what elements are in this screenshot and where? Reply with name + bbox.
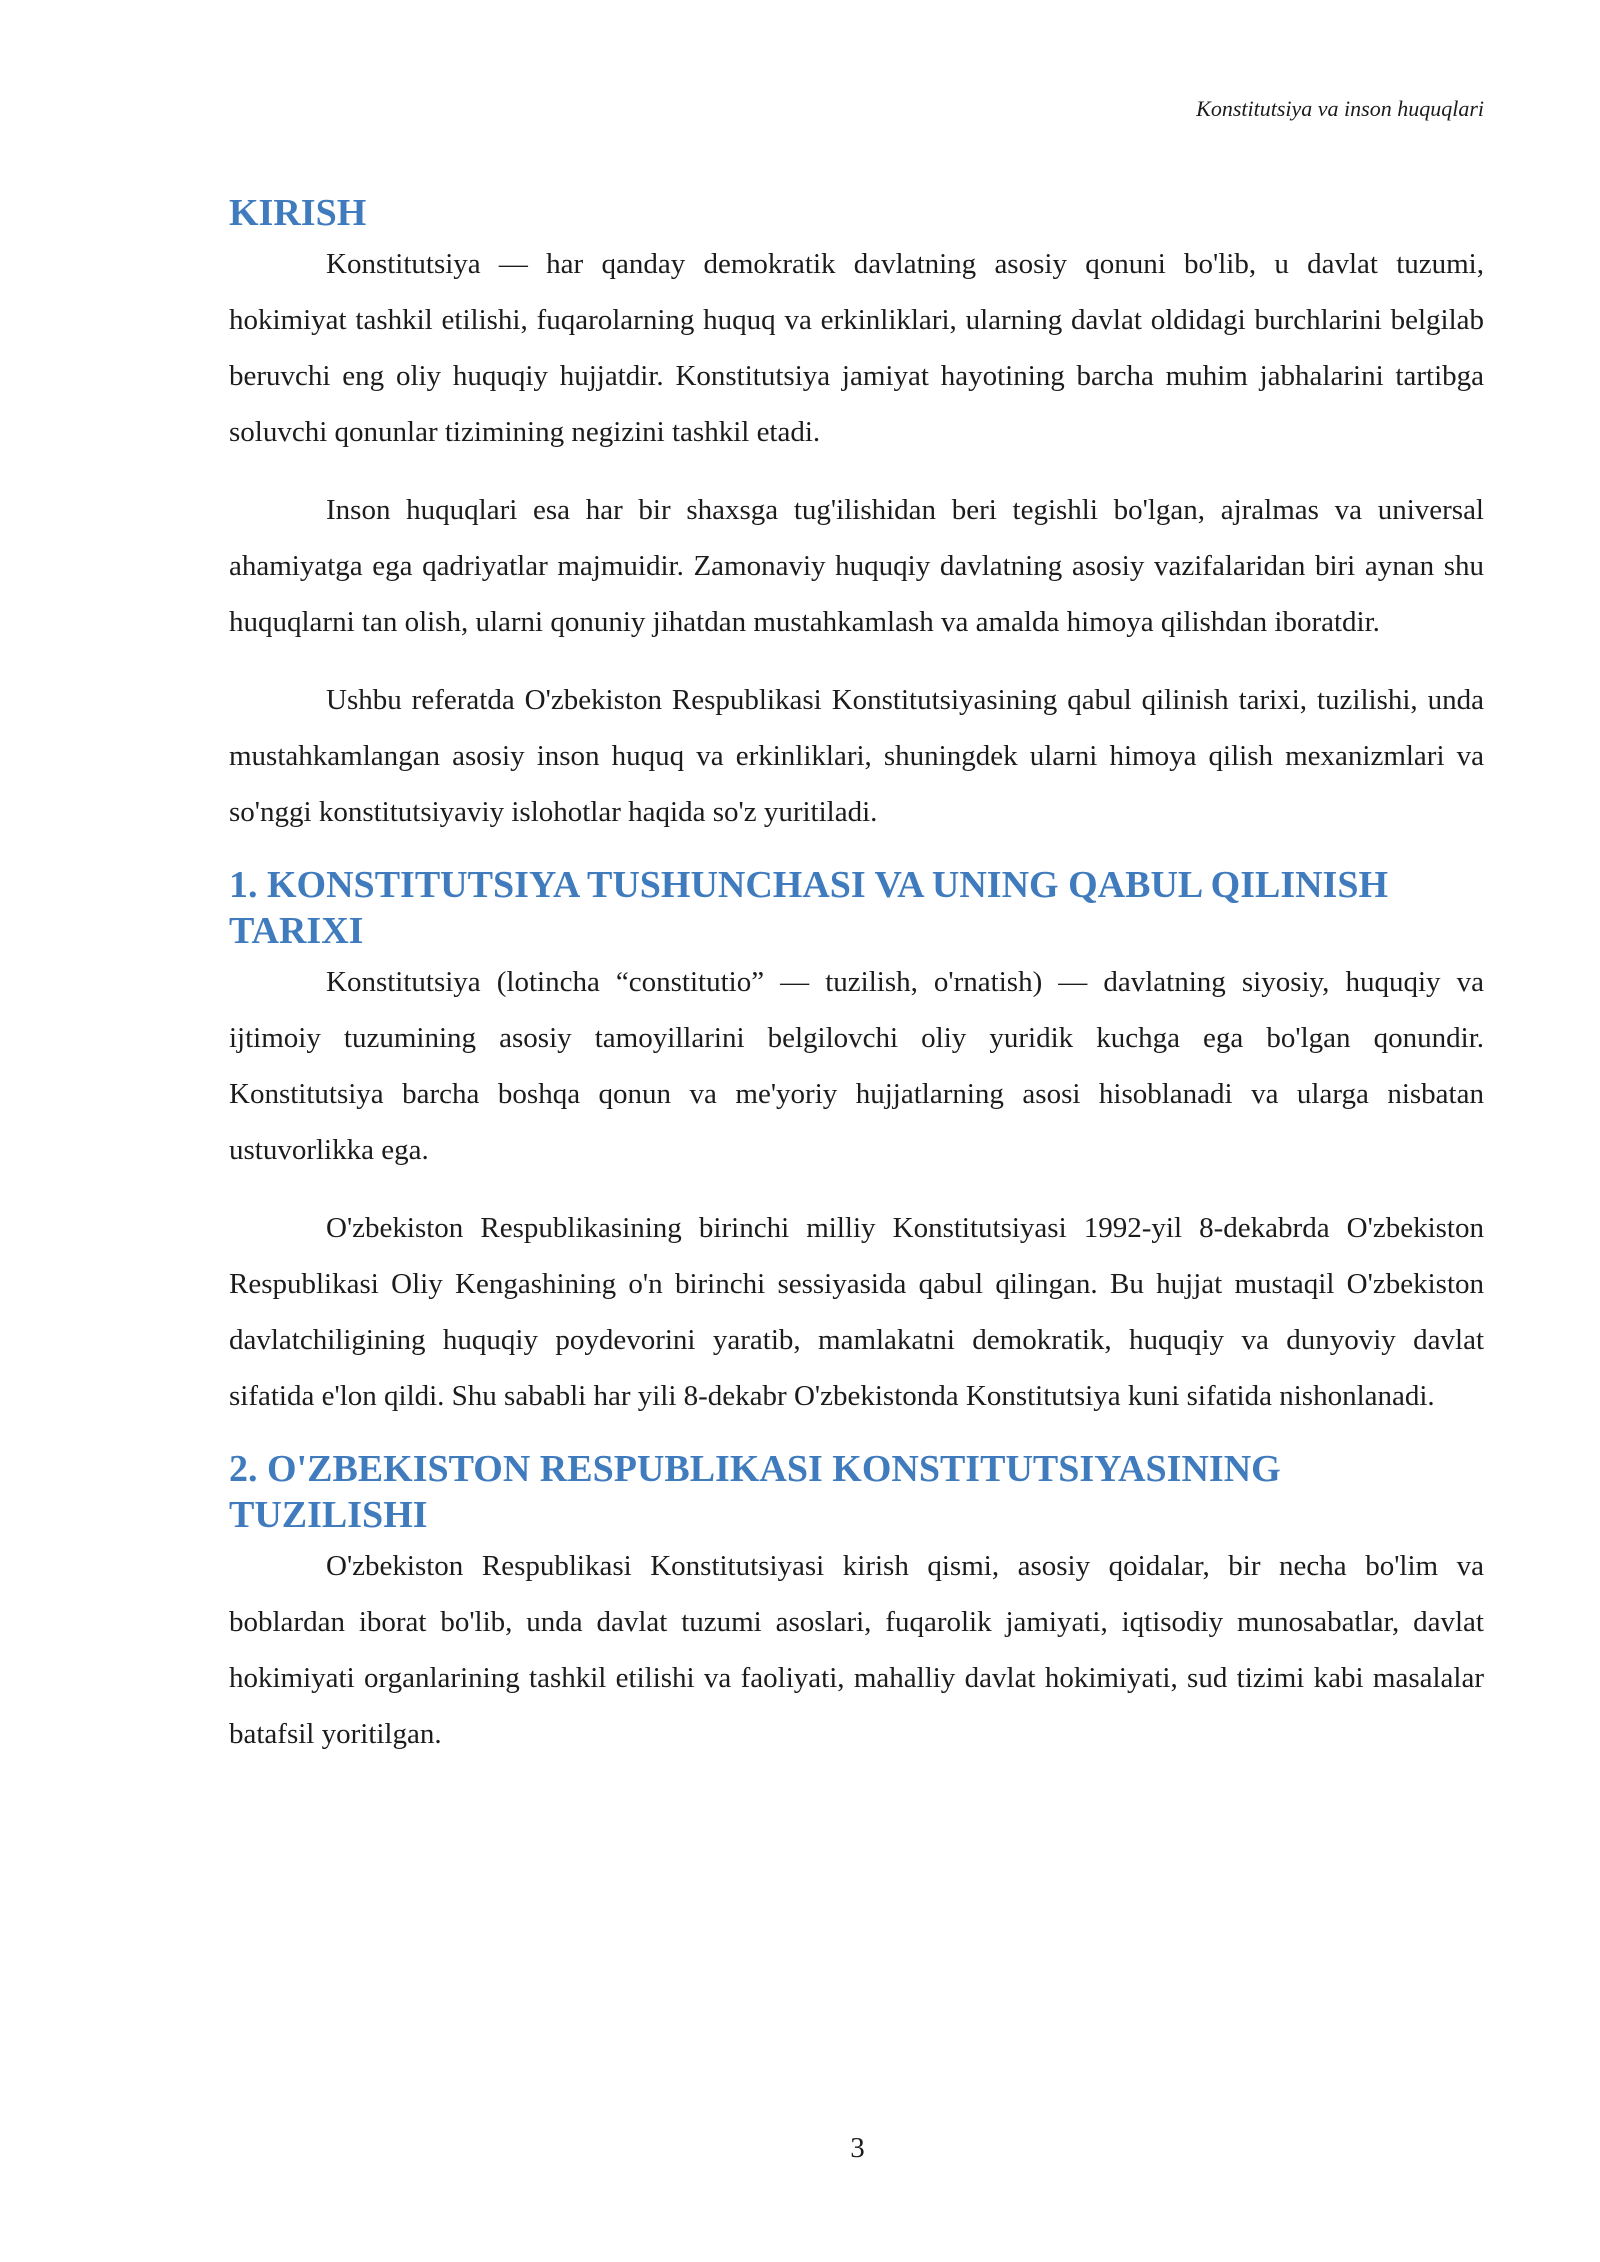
paragraph: Ushbu referatda O'zbekiston Respublikasi Konstitutsiyasining qabul qilinish tarixi, tuzilishi, unda mustahkamlangan asosiy inson huquq va erkinliklari, shuningdek ularni himoya qilish mexanizmlari va so'nggi konstitutsiyaviy islohotlar haqida so'z yuritiladi. [229,684,1484,828]
paragraph: O'zbekiston Respublikasining birinchi milliy Konstitutsiyasi 1992-yil 8-dekabrda O'zbekiston Respublikasi Oliy Kengashining o'n birinchi sessiyasida qabul qilingan. Bu hujjat mustaqil O'zbekiston davlatchiligining huquqiy poydevorini yaratib, mamlakatni demokratik, huquqiy va dunyoviy davlat sifatida e'lon qildi. Shu sababli har yili 8-dekabr O'zbekistonda Konstitutsiya kuni sifatida nishonlanadi. [229,1212,1484,1412]
page-number: 3 [850,2132,865,2164]
section-heading-kirish: KIRISH [229,192,367,234]
paragraph: Konstitutsiya — har qanday demokratik davlatning asosiy qonuni bo'lib, u davlat tuzumi, hokimiyat tashkil etilishi, fuqarolarning huquq va erkinliklari, ularning davlat oldidagi burchlarini belgilab beruvchi eng oliy huquqiy hujjatdir. Konstitutsiya jamiyat hayotining barcha muhim jabhalarini tartibga soluvchi qonunlar tizimining negizini tashkil etadi. [229,248,1484,448]
paragraph: O'zbekiston Respublikasi Konstitutsiyasi kirish qismi, asosiy qoidalar, bir necha bo'lim va boblardan iborat bo'lib, unda davlat tuzumi asoslari, fuqarolik jamiyati, iqtisodiy munosabatlar, davlat hokimiyati organlarining tashkil etilishi va faoliyati, mahalliy davlat hokimiyati, sud tizimi kabi masalalar batafsil yoritilgan. [229,1550,1484,1750]
paragraph: Inson huquqlari esa har bir shaxsga tug'ilishidan beri tegishli bo'lgan, ajralmas va universal ahamiyatga ega qadriyatlar majmuidir. Zamonaviy huquqiy davlatning asosiy vazifalaridan biri aynan shu huquqlarni tan olish, ularni qonuniy jihatdan mustahkamlash va amalda himoya qilishdan iboratdir. [229,494,1484,638]
running-header: Konstitutsiya va inson huquqlari [1196,96,1484,121]
page-content [229,190,1484,1784]
paragraph: Konstitutsiya (lotincha “constitutio” — tuzilish, o'rnatish) — davlatning siyosiy, huquqiy va ijtimoiy tuzumining asosiy tamoyillarini belgilovchi oliy yuridik kuchga ega bo'lgan qonundir. Konstitutsiya barcha boshqa qonun va me'yoriy hujjatlarning asosi hisoblanadi va ularga nisbatan ustuvorlikka ega. [229,966,1484,1166]
section-heading-1: 1. KONSTITUTSIYA TUSHUNCHASI VA UNING QABUL QILINISH TARIXI [229,864,1389,952]
section-heading-2: 2. O'ZBEKISTON RESPUBLIKASI KONSTITUTSIYASINING TUZILISHI [229,1448,1281,1536]
